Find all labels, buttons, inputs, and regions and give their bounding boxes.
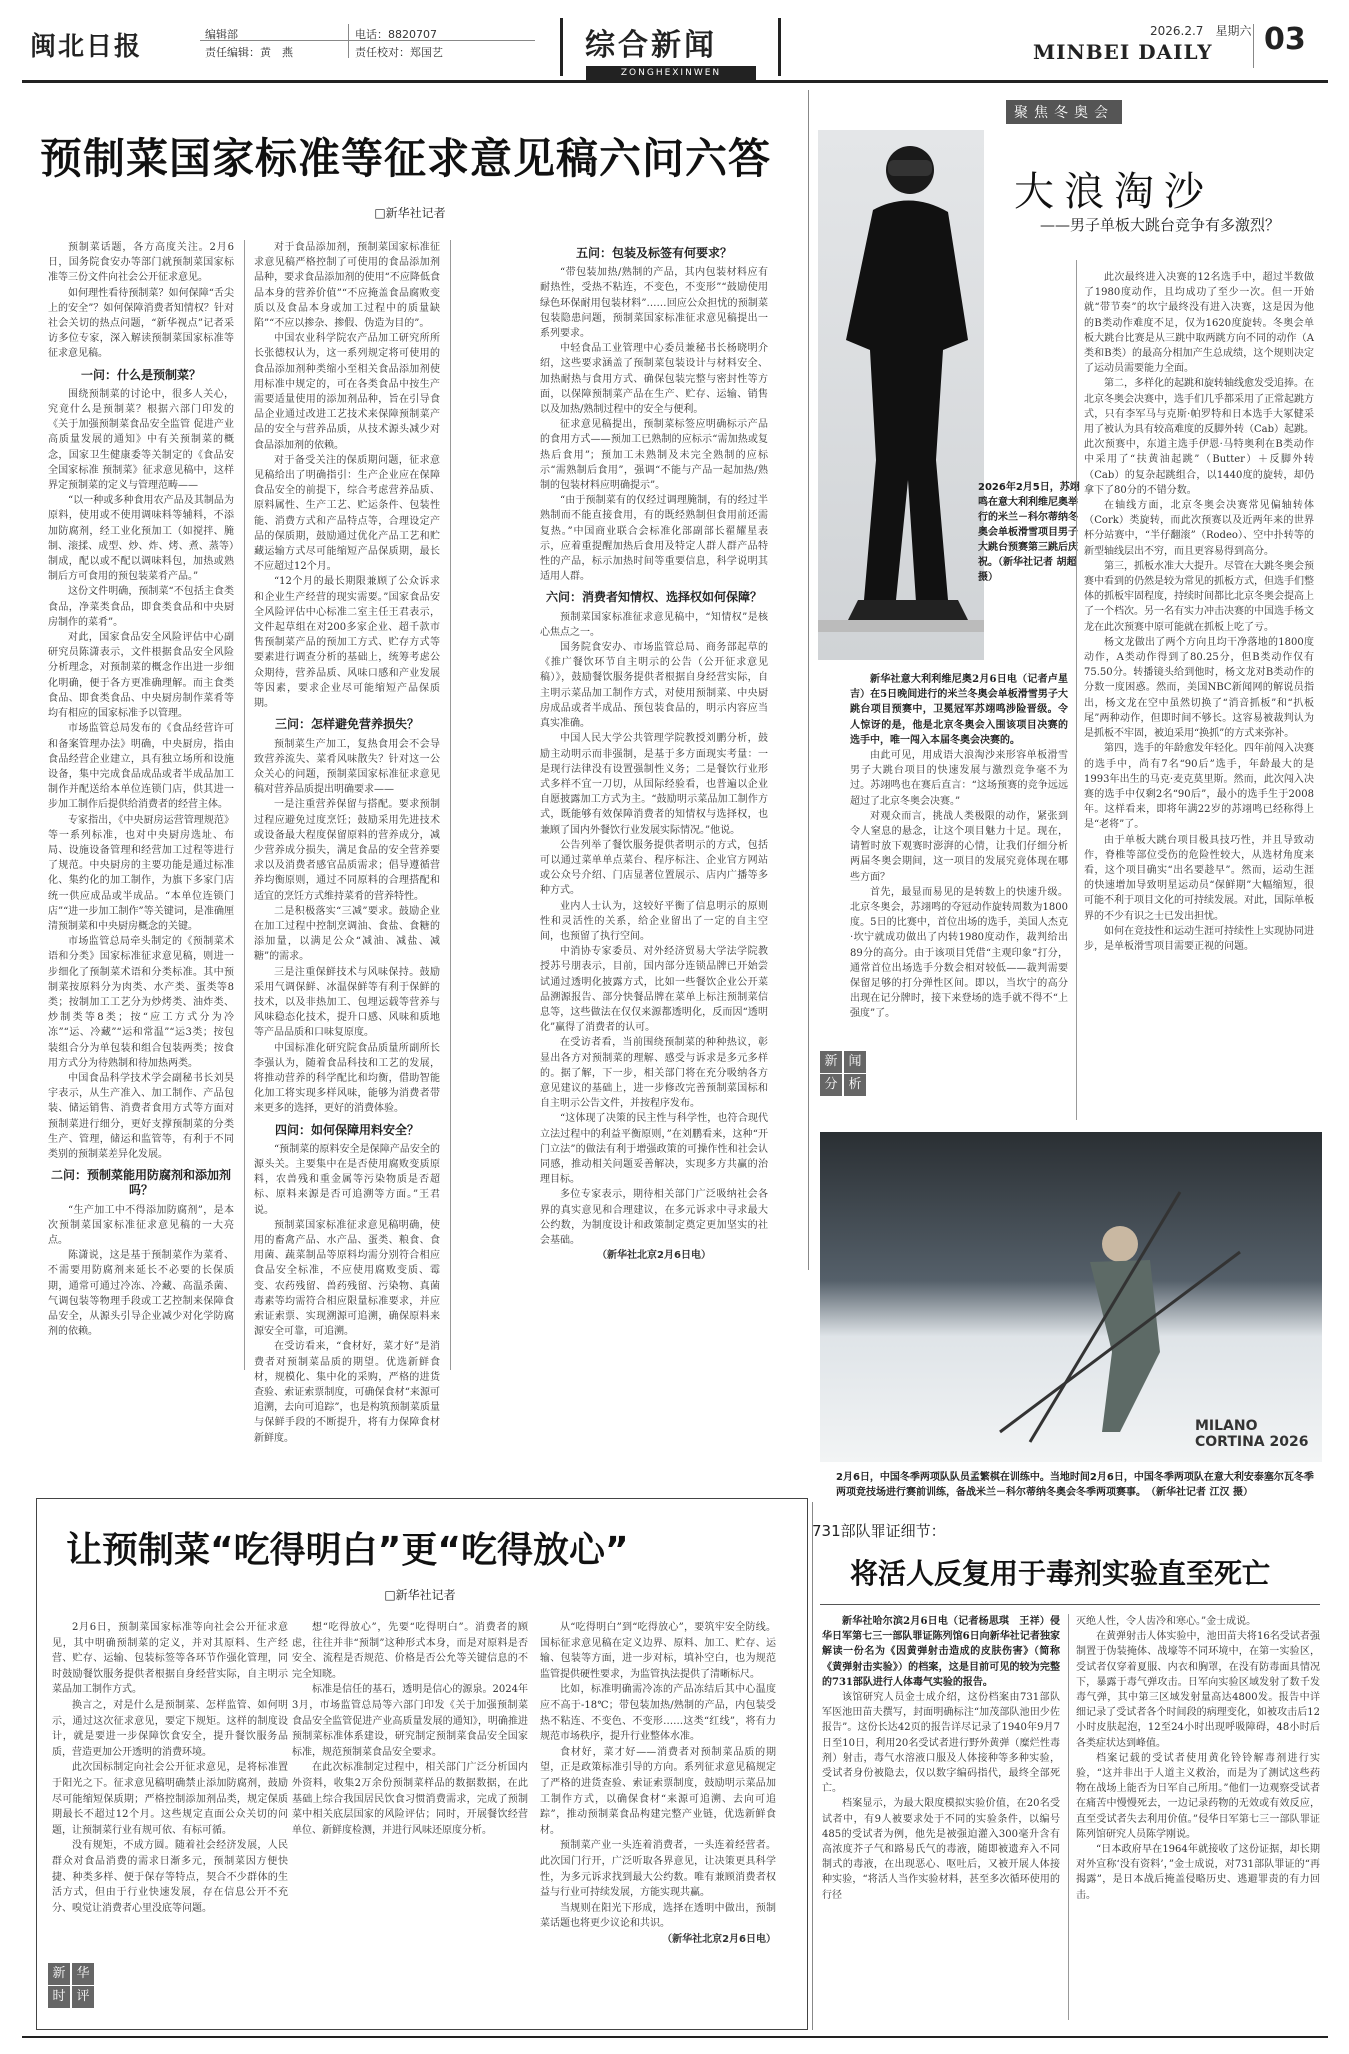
article3-subtitle: ——男子单板大跳台竞争有多激烈？ [1040,216,1281,234]
section-pinyin: ZONGHEXINWEN [586,66,756,80]
winter-olympics-label: 聚焦冬奥会 [1006,100,1122,124]
article4-title: 将活人反复用于毒剂实验直至死亡 [850,1557,1271,1590]
article1-col1: 预制菜话题，各方高度关注。2月6日，国务院食安办等部门就预制菜国家标准等三份文件向社会公开征求意见。 如何理性看待预制菜？如何保障“舌尖上的安全”？如何保障消费者知情权？针对社会关切的热点问题，“新华视点”记者采访多位专家，深入解读预制菜国家标准等征求意见稿。 一问：什么是预制菜？ 围绕预制菜的讨论中，很多人关心，究竟什么是预制菜？根据六部门印发的《关于加强预制菜食品安全监管 促进产业高质量发展的通知》中有关预制菜的概念，国家卫生健康委等关制定的《食品安全国家标准 预制菜》征求意见稿中，这样界定预制菜的定义与管理范畴—— “以一种或多种食用农产品及其制品为原料，使用或不使用调味料等辅料，不添加防腐剂，经工业化预加工（如搅拌、腌制、滚揉、成型、炒、炸、烤、煮、蒸等）制成，配以或不配以调味料包，加热或熟制后方可食用的预包装菜肴产品。” 这份文件明确，预制菜“不包括主食类食品，净菜类食品，即食类食品和中央厨房制作的菜肴”。 对此，国家食品安全风险评估中心副研究员陈潇表示，文件根据食品安全风险分析理念，对预制菜的概念作出进一步细化明确，便于各方更准确理解。而主食类食品、即食类食品、中央厨房制作菜肴等均有相应的国家标准予以管理。 市场监管总局发布的《食品经营许可和备案管理办法》明确，中央厨房，指由食品经营企业建立，具有独立场所和设施设备，集中完成食品成品或者半成品加工制作并配送给本单位连锁门店，供其进一步加工制作后提供给消费者的经营主体。 专家指出，《中央厨房运营管理规范》等一系列标准，也对中央厨房选址、布局、设施设备管理和经营加工过程等进行了规范。中央厨房的主要功能是通过标准化、集约化的加工制作，为旗下多家门店统一供应成品或半成品。“本单位连锁门店”“进一步加工制作”等关键词，是准确厘清预制菜和中央厨房概念的关键。 市场监管总局牵头制定的《预制菜术语和分类》国家标准征求意见稿，则进一步细化了预制菜术语和分类标准。其中预制菜按原料分为肉类、水产类、蛋类等8类；按制加工工艺分为炒烤类、油炸类、炒制类等8类；按“应工方式分为冷冻”“运、冷藏”“运和常温”“运3类；按包装组合分为单包装和组合包装两类；按食用方式分为待熟制和待加热两类。 中国食品科学技术学会副秘书长刘昊宇表示，从生产准入、加工制作、产品包装、储运销售、消费者食用方式等方面对预制菜进行细分，更好支撑预制菜的分类生产、管理，储运和监管等，有利于不同类别的预制菜差异化发展。 二问：预制菜能用防腐剂和添加剂吗？ “生产加工中不得添加防腐剂”，是本次预制菜国家标准征求意见稿的一大亮点。 陈潇说，这是基于预制菜作为菜肴、不需要用防腐剂来延长不必要的长保质期，通常可通过冷冻、冷藏、高温杀菌、气调包装等物理手段或工艺控制来保障食品安全，从源头引导企业减少对化学防腐剂的依赖。 [48,242,234,1338]
article4-col1: 新华社哈尔滨2月6日电（记者杨思琪 王祥）侵华日军第七三一部队罪证陈列馆6日向新华社记者独家解读一份名为《因黄弹射击造成的皮肤伤害》（简称《黄弹射击实验》）的档案，这是目前可见的较为完整的731部队进行人体毒气实验的报告。 该馆研究人员金士成介绍，这份档案由731部队军医池田苗夫撰写，封面明确标注“加茂部队池田少佐报告”。这份长达42页的报告详尽记录了1940年9月7日至10日，利用20名受试者进行野外黄弹（糜烂性毒剂）射击，毒气水溶液口服及人体接种等多种实验，受试者身份被隐去，仅以数字编码指代，最终全部死亡。 档案显示，为最大限度模拟实验价值，在20名受试者中，有9人被要求处于不同的实验条件，以编号485的受试者为例，他先是被强迫灌入300毫升含有高浓度芥子气和路易氏气的毒液，随即被遗弃入不同制式的毒液，在出现恶心、呕吐后，又被开展人体接种实验，“将活人当作实验材料，甚至多次循环使用的行径 [822,1616,1060,1901]
article4-col2: 灭绝人性，令人齿冷和寒心。”金士成说。 在黄弹射击人体实验中，池田苗夫将16名受试者强制置于伪装掩体、战壕等不同环境中，在第一实验区，受试者仅穿着夏服、内衣和胸罩，在没有防毒面具情况下，暴露于毒气弹攻击。日军向实验区域发射了数千发毒气弹，其中第三区域发射量高达4800发。报告中详细记录了受试者各个时间段的病理变化，如被攻击后12小时皮肤起泡，12至24小时出现呼吸障碍，48小时后各类症状达到峰值。 档案记载的受试者使用黄化铃铃解毒剂进行实验，“这并非出于人道主义救治，而是为了测试这些药物在战场上能否为日军自己所用。”他们一边观察受试者在痛苦中慢慢死去，一边记录药物的无效或有效反应，直至受试者失去利用价值。”侵华日军第七三一部队罪证陈列馆研究人员陈学刚说。 “日本政府早在1964年就接收了这份证据，却长期对外宣称‘没有资料’，”金士成说，对731部队罪证的“再揭露”，是日本战后掩盖侵略历史、逃避罪责的有力回击。 [1076,1616,1320,1901]
masthead-rule [22,80,1328,83]
section-title: 综合新闻 [585,28,717,63]
proof-label: 责任校对：郑国艺 [355,46,443,59]
biathlon-photo [820,1132,1322,1462]
commentary-tag: 新 华 时 评 [48,1962,104,2008]
article2-col2: 想“吃得放心”，先要“吃得明白”。消费者的顾虑，往往并非“预制”这种形式本身，而是对原料是否安全、流程是否规范、价格是否公允等关键信息的不完全知晓。 标准是信任的基石，透明是信心的源泉。2024年3月，市场监管总局等六部门印发《关于加强预制菜食品安全监管促进产业高质量发展的通知》，明确推进预制菜标准体系建设，研究制定预制菜食品安全国家标准，规范预制菜食品安全要求。 在此次标准制定过程中，相关部门广泛分析国内外资料，收集2万余份预制菜样品的数据数据，在此基础上综合我国居民饮食习惯消费需求，完成了预制菜中相关底层国家的风险评估；同时，开展餐饮经营单位、新鲜度检测，并进行风味还原度分析。 [292,1622,528,1836]
article4-kicker: 731部队罪证细节： [812,1522,946,1540]
article2-col1: 2月6日，预制菜国家标准等向社会公开征求意见，其中明确预制菜的定义，并对其原料、生产经营、贮存、运输、包装标签等各环节作强化管理，同时鼓励餐饮服务提供者根据自身经营实际，自主明示菜品加工制作方式。 换言之，对是什么是预制菜、怎样监管、如何明示，通过这次征求意见，要定下规矩。这样的制度设计，就是要进一步保障饮食安全，提升餐饮服务品质，营造更加公开透明的消费环境。 此次国标制定向社会公开征求意见，是将标准置于阳光之下。征求意见稿明确禁止添加防腐剂，鼓励尽可能缩短保质期；严格控制添加剂品类，规定保质期最长不超过12个月。这些规定直面公众关切的问题，让预制菜行业有规可依、有标可循。 没有规矩，不成方圆。随着社会经济发展，人民群众对食品消费的需求日渐多元，预制菜因方便快捷、种类多样、便于保存等特点，契合不少群体的生活方式，但由于行业快速发展，存在信息公开不充分、嗅觉让消费者心里没底等问题。 [52,1622,288,1914]
phone-label: 电话：8820707 [355,28,437,41]
article1-subhead-4: 四问：如何保障用料安全？ [274,1122,419,1137]
snowboarder-photo [818,130,984,660]
milano-cortina-watermark: MILANO CORTINA 2026 [1195,1418,1309,1450]
article1-col3-left-gap [456,240,534,1370]
article1-col3: 五问：包装及标签有何要求？ “带包装加热/熟制的产品，其内包装材料应有耐热性，受热不粘连，不变色，不变形”“鼓励使用绿色环保耐用包装材料”……回应公众担忧的预制菜包装隐患问题，预制菜国家标准征求意见稿提出一系列要求。 中轻食品工业管理中心委员兼秘书长杨晓明介绍，这些要求涵盖了预制菜包装设计与材料安全、加热耐热与食用方式、确保包装完整与密封性等方面，以保障预制菜产品在生产、贮存、运输、销售以及加热/熟制过程中的安全与便利。 征求意见稿提出，预制菜标签应明确标示产品的食用方式——预加工已熟制的应标示“需加热或复热后食用”；预加工未熟制及未完全熟制的应标示“需熟制后食用”，强调“不能与产品一起加热/熟制的包装材料应明确提示”。 “由于预制菜有的仅经过调理腌制，有的经过半熟制而不能直接食用，有的既经熟制但食用前还需复热。”中国商业联合会标准化部副部长翟耀星表示，应着重提醒加热后食用及特定人群人群产品特性的产品，标示加热时间等重要信息，科学说明其适用人群。 六问：消费者知情权、选择权如何保障？ 预制菜国家标准征求意见稿中，“知情权”是核心焦点之一。 国务院食安办、市场监管总局、商务部起草的《推广餐饮环节自主明示的公告（公开征求意见稿）》，鼓励餐饮服务提供者根据自身经营实际，自主明示菜品加工制作方式，对使用预制菜、中央厨房成品或者半成品、预包装食品的，明示内容应当真实准确。 中国人民大学公共管理学院教授刘鹏分析，鼓励主动明示而非强制，是基于多方面现实考量：一是现行法律没有设置强制性义务；二是餐饮行业形式多样不宜一刀切，从国际经验看，也普遍以企业自愿披露加工方式为主。“鼓励明示菜品加工制作方式，既能够有效保障消费者的知情权与选择权，也兼顾了国内外餐饮行业发展实际情况。”他说。 公告列举了餐饮服务提供者明示的方式，包括可以通过菜单单点菜台、程序标注、企业官方网站或公众号介绍、门店显著位置展示、店内广播等多种方式。 业内人士认为，这较好平衡了信息明示的原则性和灵活性的关系，给企业留出了一定的自主空间，也预留了执行空间。 中消协专家委员、对外经济贸易大学法学院教授苏号朋表示，目前，国内部分连锁品牌已开始尝试通过透明化披露方式，比如一些餐饮企业公开菜品溯源报告、部分快餐品牌在菜单上标注预制菜信息等，这些做法在仅仅来源都透明化，反而因“透明化”赢得了消费者的认可。 在受访者看，当前围绕预制菜的种种热议，彰显出各方对预制菜的理解、感受与诉求是多元多样的。据了解，下一步，相关部门将在充分吸纳各方意见建议的基础上，进一步修改完善预制菜国标和自主明示公告文件，并按程序发布。 “这体现了决策的民主性与科学性，也符合现代立法过程中的利益平衡原则，”在刘鹏看来，这种“开门立法”的做法有利于增强政策的可操作性和社会认同感，推动相关问题妥善解决，实现多方共赢的治理目标。 多位专家表示，期待相关部门广泛吸纳社会各界的真实意见和合理建议，在多元诉求中寻求最大公约数，为制度设计和政策制定奠定更加坚实的社会基础。 （新华社北京2月6日电） [540,240,768,1370]
article1-subhead-5: 五问：包装及标签有何要求？ [575,246,732,260]
dept-label: 编辑部 [205,28,238,41]
article2-title: 让预制菜“吃得明白”更“吃得放心” [66,1530,629,1571]
biathlon-photo-caption: 2月6日，中国冬季两项队队员孟繁棋在训练中。当地时间2月6日，中国冬季两项队在意大利安泰塞尔瓦冬季两项竞技场进行赛前训练，备战米兰－科尔蒂纳冬奥会冬季两项赛事。 （新华社记者 江汉 摄） [836,1472,1314,1498]
article1-byline: □新华社记者 [374,206,446,220]
snowboarder-figure [818,130,984,660]
newspaper-logo: 闽北日报 [30,32,143,62]
news-analysis-tag: 新 闻 分 析 [820,1050,868,1096]
article3-col1: 新华社意大利利维尼奥2月6日电（记者卢星吉）在5日晚间进行的米兰冬奥会单板滑雪男子大跳台项目预赛中，卫冕冠军苏翊鸣涉险晋级。令人惊讶的是，他是北京冬奥会入围该项目决赛的选手中，唯一闯入本届冬奥会决赛的。 由此可见，用成语大浪淘沙来形容单板滑雪男子大跳台项目的快速发展与激烈竞争毫不为过。苏翊鸣也在赛后直言：“这场预赛的竞争远远超过了北京冬奥会决赛。” 对观众而言，挑战人类极限的动作，紧张到令人窒息的悬念，让这个项目魅力十足。现在，请暂时放下观赛时澎湃的心情，让我们仔细分析两届冬奥会期间，这一项目的发展究竟体现在哪些方面？ 首先，最显而易见的是转数上的快速升级。北京冬奥会，苏翊鸣的夺冠动作旋转周数为1800度。5日的比赛中，首位出场的选手，美国人杰克·坎宁就成功做出了内转1980度动作，裁判给出89分的高分。由于该项目凭借“主观印象”打分，通常首位出场选手分数会相对较低——裁判需要保留足够的打分弹性区间。即以，当坎宁的高分出现在记分牌时，接下来登场的选手就不得不“上强度”了。 [850,674,1068,1020]
article3-col2: 此次最终进入决赛的12名选手中，超过半数做了1980度动作，且均成功了至少一次。但一开始就“带节奏”的坎宁最终没有进入决赛，这是因为他的B类动作难度不足，仅为1620度旋转。冬奥会单板大跳台比赛是从三跳中取两跳方向不同的动作（A类和B类）的最高分相加产生总成绩，这个规则决定了运动员需要能力全面。 第二，多样化的起跳和旋转轴线愈发受追捧。在北京冬奥会决赛中，选手们几乎都采用了正常起跳方式，只有李军马与克斯·帕罗特和日本选手大冢健采用了被认为具有较高难度的反脚外转（Cab）起跳。此次预赛中，东道主选手伊恩·马特奥利在B类动作中采用了“扶黄油起跳”（Butter）＋反脚外转（Cab）的复杂起跳组合，以1440度的旋转，却仍拿下了80分的不错分数。 在轴线方面，北京冬奥会决赛常见偏轴转体（Cork）类旋转，而此次预赛以及近两年来的世界杯分站赛中，“半仔翻滚”（Rodeo）、空中扑转等的新型轴线层出不穷，而且更容易得到高分。 第三，抓板水准大大提升。尽管在大跳冬奥会预赛中看到的仍然是较为常见的抓板方式，但选手们整体的抓板牢固程度，持续时间都比北京冬奥会提高上了一个档次。另一名有实力冲击决赛的中国选手杨文龙在此次预赛中原可能就在抓板上吃了亏。 杨文龙做出了两个方向且均干净落地的1800度动作，A类动作得到了80.25分，但B类动作仅有75.50分。转播镜头给到他时，杨文龙对B类动作的分数一度困惑。然而，美国NBC新闻网的解说员指出，杨文龙在空中虽然切换了“消音抓板”和“扒板尾”两种动作，但即时间不够长。这容易被裁判认为是抓板不牢固，被迫采用“换抓”的方式来弥补。 第四，选手的年龄愈发年轻化。四年前闯入决赛的选手中，尚有7名“90后”选手，年龄最大的是1993年出生的马克·麦克莫里斯。然而，此次闯入决赛的选手中仅剩2名“90后”，最小的选手生于2008年。这样看来，即将年满22岁的苏翊鸣已经称得上是“老将”了。 由于单板大跳台项目极具技巧性，并且导致动作，脊椎等部位受伤的危险性较大，从选材角度来看，这个项目确实“出名要趁早”。然而，运动生涯的快速增加导致明星运动员“保鲜期”大幅缩短，很可能不利于项目文化的可持续发展。对此，国际单板界的不少有识之士已发出担忧。 如何在竞技性和运动生涯可持续性上实现协同进步，是单板滑雪项目需要正视的问题。 [1084,272,1315,952]
article2-byline: □新华社记者 [384,1588,456,1602]
article1-title: 预制菜国家标准等征求意见稿六问六答 [40,134,772,183]
article1-subhead-3: 三问：怎样避免营养损失？ [274,717,419,732]
article1-subhead-2: 二问：预制菜能用防腐剂和添加剂吗？ [50,1168,231,1198]
page-number: 03 [1264,22,1306,57]
article1-col2: 对于食品添加剂，预制菜国家标准征求意见稿严格控制了可使用的食品添加剂品种，要求食品添加剂的使用“不应降低食品本身的营养价值”“不应掩盖食品腐败变质以及食品本身或加工过程中的质量缺陷”“不应以掺杂、掺假、伪造为目的”。 中国农业科学院农产品加工研究所所长张德权认为，这一系列规定将可使用的食品添加剂种类缩小至相关食品添加剂使用标准中规定的，可在各类食品中按生产需要适量使用的添加剂品种，旨在引导食品企业通过改进工艺技术来保障预制菜产品的安全与营养品质，从技术源头减少对食品添加剂的依赖。 对于备受关注的保质期问题，征求意见稿给出了明确指引：生产企业应在保障食品安全的前提下，综合考虑营养品质、原料属性、生产工艺、贮运条件、包装性能、消费方式和产品特点等，合理设定产品的保质期，鼓励通过优化产品工艺和贮藏运输方式尽可能缩短产品保质期，最长不应超过12个月。 “12个月的最长期限兼顾了公众诉求和企业生产经营的现实需要。”国家食品安全风险评估中心标准二室主任王君表示，文件起草组在对200多家企业、超千款市售预制菜产品的预加工方式、贮存方式等要素进行调查分析的基础上，统筹考虑公众期待，营养品质、风味口感和产业发展等因素，要求企业尽可能缩短产品保质期。 三问：怎样避免营养损失？ 预制菜生产加工，复热食用会不会导致营养流失、菜肴风味散失？针对这一公众关心的问题，预制菜国家标准征求意见稿对营养品质提出明确要求—— 一是注重营养保留与搭配。要求预制过程应避免过度烹饪；鼓励采用先进技术或设备最大程度保留原料的营养成分，减少营养成分损失，满足食品的安全营养要求以及消费者感官品质需求；倡导遵循营养均衡原则，通过不同原料的合理搭配和适宜的烹饪方式维持菜肴的营养特性。 二是积极落实“三减”要求。鼓励企业在加工过程中控制烹调油、食盐、食糖的添加量，以满足公众“减油、减盐、减糖”的需求。 三是注重保鲜技术与风味保持。鼓励采用气调保鲜、冰温保鲜等有利于保鲜的技术，以及非热加工、包埋运载等营养与风味稳态化技术，提升口感、风味和质地等产品品质和口味复原度。 中国标准化研究院食品质量所副所长李强认为，随着食品科技和工艺的发展，将推动营养的科学配比和均衡，借助智能化加工将实现多样风味，能够为消费者带来更多的选择，更好的消费体验。 四问：如何保障用料安全？ “预制菜的原料安全是保障产品安全的源头关。主要集中在是否使用腐败变质原料，农兽残和重金属等污染物质是否超标、原料来源是否可追溯等方面。”王君说。 预制菜国家标准征求意见稿明确，使用的畜禽产品、水产品、蛋类、粮食、食用菌、蔬菜制品等原料均需分别符合相应食品安全标准，不应使用腐败变质、霉变、农药残留、兽药残留、污染物、真菌毒素等均需符合相应限量标准要求，并应索证索票、实现溯源可追溯，确保原料来源安全可靠，可追溯。 在受访看来，“食材好，菜才好”是消费者对预制菜品质的期望。优选新鲜食材，规模化、集中化的采购，严格的进货查验、索证索票制度，可确保食材“来源可追溯，去向可追踪”，也是构筑预制菜质量与保鲜手段的不断提升，将有力保障食材新鲜度。 [254,242,440,1444]
article1-subhead-6: 六问：消费者知情权、选择权如何保障？ [545,590,762,605]
article2-sign: （新华社北京2月6日电） [662,1933,776,1945]
article1-subhead-1: 一问：什么是预制菜？ [80,367,201,382]
article3-title: 大浪淘沙 [1014,169,1214,215]
biathlete-figure [820,1132,1322,1462]
paper-name: MINBEI DAILY [1033,40,1213,64]
article2-col3: 从“吃得明白”到“吃得放心”，要筑牢安全防线。国标征求意见稿在定义边界、原料、加工、贮存、运输、包装等方面，进一步对标，填补空白，也为规范监管提供硬性要求，为监管执法提供了清晰标尺。 比如，标准明确需冷冻的产品冻结后其中心温度应不高于-18℃；带包装加热/熟制的产品，内包装受热不粘连、不变色、不变形……这类“红线”，将有力规范市场秩序，提升行业整体水准。 食材好，菜才好——消费者对预制菜品质的期望，正是政策标准引导的方向。系列征求意见稿规定了严格的进货查验、索证索票制度，鼓励明示菜品加工制作方式，以确保食材“来源可追溯、去向可追踪”，推动预制菜食品构建完整产业链，优选新鲜食材。 预制菜产业一头连着消费者，一头连着经营者。此次国门行开，广泛听取各界意见，让决策更具科学性，为多元诉求找到最大公约数。唯有兼顾消费者权益与行业可持续发展，方能实现共赢。 当规则在阳光下形成，选择在透明中做出，预制菜话题也将更少议论和共识。 （新华社北京2月6日电） [540,1620,776,2020]
snowboarder-photo-caption: 2026年2月5日，苏翊鸣在意大利利维尼奥举行的米兰－科尔蒂纳冬奥会单板滑雪项目男子大跳台预赛第三跳后庆祝。（新华社记者 胡超 摄） [978,482,1080,583]
issue-date: 2026.2.7 星期六 [1150,24,1252,38]
article1-sign: （新华社北京2月6日电） [597,1250,711,1262]
editor-label: 责任编辑：黄 燕 [205,46,293,59]
